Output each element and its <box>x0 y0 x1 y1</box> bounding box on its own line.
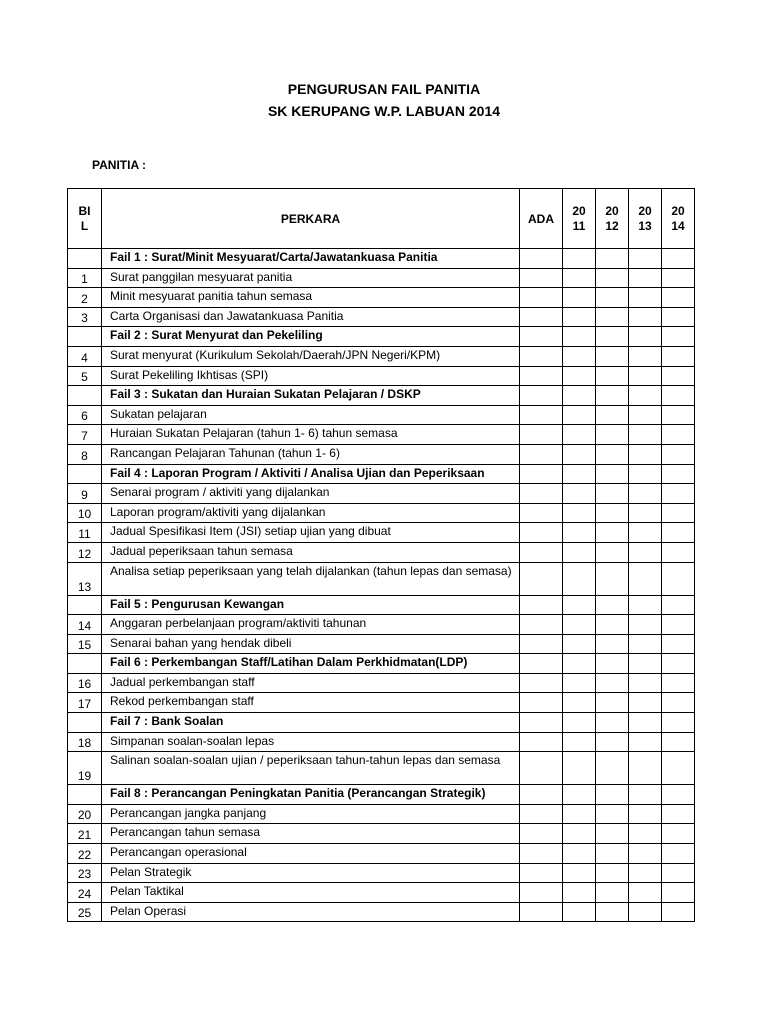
year-2014-cell[interactable] <box>662 464 695 484</box>
year-2014-cell[interactable] <box>662 484 695 504</box>
header-year-2012-line2: 12 <box>605 218 619 233</box>
year-2011-cell[interactable] <box>563 615 596 635</box>
year-2011-cell[interactable] <box>563 523 596 543</box>
year-2012-cell[interactable] <box>596 713 629 733</box>
perkara-cell: Jadual peperiksaan tahun semasa <box>102 542 520 562</box>
year-2013-cell[interactable] <box>629 863 662 883</box>
ada-checkbox-cell[interactable] <box>520 288 563 308</box>
ada-checkbox-cell[interactable] <box>520 268 563 288</box>
year-2014-cell[interactable] <box>662 346 695 366</box>
year-2012-cell[interactable] <box>596 366 629 386</box>
year-2013-cell[interactable] <box>629 327 662 347</box>
year-2012-cell[interactable] <box>596 902 629 922</box>
ada-checkbox-cell[interactable] <box>520 615 563 635</box>
perkara-cell: Anggaran perbelanjaan program/aktiviti tahunan <box>102 615 520 635</box>
year-2014-cell[interactable] <box>662 425 695 445</box>
year-2011-cell[interactable] <box>563 444 596 464</box>
table-row <box>68 883 695 903</box>
perkara-cell: Huraian Sukatan Pelajaran (tahun 1- 6) tahun semasa <box>102 425 520 445</box>
year-2014-cell[interactable] <box>662 249 695 269</box>
year-2013-cell[interactable] <box>629 405 662 425</box>
year-2014-cell[interactable] <box>662 673 695 693</box>
ada-checkbox-cell[interactable] <box>520 464 563 484</box>
year-2013-cell[interactable] <box>629 634 662 654</box>
year-2014-cell[interactable] <box>662 503 695 523</box>
year-2011-cell[interactable] <box>563 327 596 347</box>
year-2013-cell[interactable] <box>629 804 662 824</box>
year-2011-cell[interactable] <box>563 464 596 484</box>
year-2011-cell[interactable] <box>563 693 596 713</box>
perkara-cell: Sukatan pelajaran <box>102 405 520 425</box>
table-row <box>68 863 695 883</box>
bil-cell: 25 <box>68 902 102 922</box>
year-2014-cell[interactable] <box>662 693 695 713</box>
table-row <box>68 366 695 386</box>
year-2013-cell[interactable] <box>629 268 662 288</box>
year-2013-cell[interactable] <box>629 562 662 595</box>
year-2012-cell[interactable] <box>596 346 629 366</box>
year-2013-cell[interactable] <box>629 366 662 386</box>
year-2011-cell[interactable] <box>563 902 596 922</box>
year-2012-cell[interactable] <box>596 752 629 785</box>
year-2014-cell[interactable] <box>662 562 695 595</box>
ada-checkbox-cell[interactable] <box>520 327 563 347</box>
section-title: Fail 6 : Perkembangan Staff/Latihan Dalam Perkhidmatan(LDP) <box>102 654 520 674</box>
bil-cell: 2 <box>68 288 102 308</box>
table-row <box>68 503 695 523</box>
perkara-cell: Salinan soalan-soalan ujian / peperiksaan tahun-tahun lepas dan semasa <box>102 752 520 785</box>
section-bil-cell <box>68 785 102 805</box>
year-2014-cell[interactable] <box>662 386 695 406</box>
table-row <box>68 405 695 425</box>
perkara-cell: Perancangan tahun semasa <box>102 824 520 844</box>
ada-checkbox-cell[interactable] <box>520 484 563 504</box>
year-2012-cell[interactable] <box>596 288 629 308</box>
year-2014-cell[interactable] <box>662 824 695 844</box>
section-bil-cell <box>68 327 102 347</box>
year-2014-cell[interactable] <box>662 883 695 903</box>
year-2014-cell[interactable] <box>662 844 695 864</box>
year-2013-cell[interactable] <box>629 732 662 752</box>
table-row <box>68 542 695 562</box>
year-2014-cell[interactable] <box>662 615 695 635</box>
ada-checkbox-cell[interactable] <box>520 425 563 445</box>
bil-cell: 16 <box>68 673 102 693</box>
year-2014-cell[interactable] <box>662 902 695 922</box>
year-2014-cell[interactable] <box>662 752 695 785</box>
year-2011-cell[interactable] <box>563 386 596 406</box>
year-2012-cell[interactable] <box>596 542 629 562</box>
year-2011-cell[interactable] <box>563 562 596 595</box>
ada-checkbox-cell[interactable] <box>520 634 563 654</box>
year-2012-cell[interactable] <box>596 732 629 752</box>
ada-checkbox-cell[interactable] <box>520 523 563 543</box>
ada-checkbox-cell[interactable] <box>520 883 563 903</box>
header-year-2013 <box>629 189 662 249</box>
year-2014-cell[interactable] <box>662 523 695 543</box>
header-year-2012 <box>596 189 629 249</box>
year-2013-cell[interactable] <box>629 883 662 903</box>
year-2014-cell[interactable] <box>662 595 695 615</box>
year-2011-cell[interactable] <box>563 503 596 523</box>
ada-checkbox-cell[interactable] <box>520 863 563 883</box>
bil-cell: 24 <box>68 883 102 903</box>
header-year-2011 <box>563 189 596 249</box>
perkara-cell: Pelan Taktikal <box>102 883 520 903</box>
year-2012-cell[interactable] <box>596 425 629 445</box>
header-bil-line1: BI <box>78 203 91 218</box>
section-title: Fail 8 : Perancangan Peningkatan Panitia (Perancangan Strategik) <box>102 785 520 805</box>
year-2012-cell[interactable] <box>596 693 629 713</box>
year-2013-cell[interactable] <box>629 713 662 733</box>
table-row <box>68 902 695 922</box>
table-row <box>68 824 695 844</box>
perkara-cell: Minit mesyuarat panitia tahun semasa <box>102 288 520 308</box>
table-row <box>68 307 695 327</box>
perkara-cell: Rancangan Pelajaran Tahunan (tahun 1- 6) <box>102 444 520 464</box>
table-header-row <box>68 189 695 249</box>
year-2011-cell[interactable] <box>563 752 596 785</box>
year-2014-cell[interactable] <box>662 268 695 288</box>
year-2012-cell[interactable] <box>596 824 629 844</box>
year-2013-cell[interactable] <box>629 824 662 844</box>
year-2014-cell[interactable] <box>662 732 695 752</box>
year-2012-cell[interactable] <box>596 249 629 269</box>
year-2011-cell[interactable] <box>563 249 596 269</box>
year-2012-cell[interactable] <box>596 386 629 406</box>
year-2013-cell[interactable] <box>629 693 662 713</box>
year-2013-cell[interactable] <box>629 595 662 615</box>
section-bil-cell <box>68 654 102 674</box>
year-2012-cell[interactable] <box>596 484 629 504</box>
ada-checkbox-cell[interactable] <box>520 444 563 464</box>
year-2013-cell[interactable] <box>629 464 662 484</box>
year-2011-cell[interactable] <box>563 268 596 288</box>
year-2013-cell[interactable] <box>629 752 662 785</box>
year-2011-cell[interactable] <box>563 542 596 562</box>
year-2012-cell[interactable] <box>596 654 629 674</box>
year-2012-cell[interactable] <box>596 844 629 864</box>
year-2013-cell[interactable] <box>629 523 662 543</box>
year-2013-cell[interactable] <box>629 503 662 523</box>
year-2012-cell[interactable] <box>596 405 629 425</box>
table-row <box>68 634 695 654</box>
bil-cell: 4 <box>68 346 102 366</box>
ada-checkbox-cell[interactable] <box>520 542 563 562</box>
section-row <box>68 386 695 406</box>
panitia-label: PANITIA : <box>92 158 146 172</box>
year-2011-cell[interactable] <box>563 425 596 445</box>
year-2011-cell[interactable] <box>563 713 596 733</box>
header-year-2014-line2: 14 <box>671 218 685 233</box>
document-subtitle: SK KERUPANG W.P. LABUAN 2014 <box>267 103 501 119</box>
header-ada: ADA <box>520 189 563 249</box>
year-2011-cell[interactable] <box>563 484 596 504</box>
section-bil-cell <box>68 713 102 733</box>
year-2014-cell[interactable] <box>662 654 695 674</box>
header-year-2013-line2: 13 <box>638 218 652 233</box>
year-2012-cell[interactable] <box>596 673 629 693</box>
year-2014-cell[interactable] <box>662 713 695 733</box>
perkara-cell: Surat panggilan mesyuarat panitia <box>102 268 520 288</box>
year-2013-cell[interactable] <box>629 615 662 635</box>
ada-checkbox-cell[interactable] <box>520 844 563 864</box>
section-bil-cell <box>68 249 102 269</box>
bil-cell: 1 <box>68 268 102 288</box>
section-title: Fail 1 : Surat/Minit Mesyuarat/Carta/Jawatankuasa Panitia <box>102 249 520 269</box>
table-row <box>68 732 695 752</box>
bil-cell: 19 <box>68 752 102 785</box>
header-perkara: PERKARA <box>102 189 520 249</box>
header-bil-line2: L <box>80 218 89 233</box>
ada-checkbox-cell[interactable] <box>520 249 563 269</box>
bil-cell: 13 <box>68 562 102 595</box>
table-row <box>68 562 695 595</box>
ada-checkbox-cell[interactable] <box>520 732 563 752</box>
year-2014-cell[interactable] <box>662 634 695 654</box>
year-2014-cell[interactable] <box>662 785 695 805</box>
bil-cell: 17 <box>68 693 102 713</box>
year-2011-cell[interactable] <box>563 307 596 327</box>
ada-checkbox-cell[interactable] <box>520 595 563 615</box>
year-2013-cell[interactable] <box>629 386 662 406</box>
ada-checkbox-cell[interactable] <box>520 824 563 844</box>
section-title: Fail 3 : Sukatan dan Huraian Sukatan Pelajaran / DSKP <box>102 386 520 406</box>
year-2011-cell[interactable] <box>563 366 596 386</box>
ada-checkbox-cell[interactable] <box>520 386 563 406</box>
year-2012-cell[interactable] <box>596 883 629 903</box>
section-row <box>68 785 695 805</box>
year-2014-cell[interactable] <box>662 542 695 562</box>
bil-cell: 7 <box>68 425 102 445</box>
bil-cell: 8 <box>68 444 102 464</box>
year-2014-cell[interactable] <box>662 327 695 347</box>
year-2011-cell[interactable] <box>563 595 596 615</box>
year-2013-cell[interactable] <box>629 902 662 922</box>
year-2014-cell[interactable] <box>662 405 695 425</box>
perkara-cell: Jadual perkembangan staff <box>102 673 520 693</box>
ada-checkbox-cell[interactable] <box>520 405 563 425</box>
header-year-2014 <box>662 189 695 249</box>
year-2013-cell[interactable] <box>629 542 662 562</box>
table-row <box>68 615 695 635</box>
bil-cell: 11 <box>68 523 102 543</box>
bil-cell: 14 <box>68 615 102 635</box>
year-2013-cell[interactable] <box>629 444 662 464</box>
bil-cell: 6 <box>68 405 102 425</box>
header-year-2011-line2: 11 <box>572 218 586 233</box>
ada-checkbox-cell[interactable] <box>520 366 563 386</box>
table-row <box>68 673 695 693</box>
year-2011-cell[interactable] <box>563 405 596 425</box>
bil-cell: 23 <box>68 863 102 883</box>
section-title: Fail 2 : Surat Menyurat dan Pekeliling <box>102 327 520 347</box>
section-title: Fail 7 : Bank Soalan <box>102 713 520 733</box>
year-2013-cell[interactable] <box>629 249 662 269</box>
perkara-cell: Pelan Operasi <box>102 902 520 922</box>
ada-checkbox-cell[interactable] <box>520 902 563 922</box>
ada-checkbox-cell[interactable] <box>520 654 563 674</box>
year-2012-cell[interactable] <box>596 523 629 543</box>
bil-cell: 22 <box>68 844 102 864</box>
year-2012-cell[interactable] <box>596 307 629 327</box>
section-bil-cell <box>68 595 102 615</box>
year-2014-cell[interactable] <box>662 863 695 883</box>
year-2014-cell[interactable] <box>662 307 695 327</box>
section-title: Fail 4 : Laporan Program / Aktiviti / Analisa Ujian dan Peperiksaan <box>102 464 520 484</box>
table-row <box>68 425 695 445</box>
bil-cell: 3 <box>68 307 102 327</box>
year-2013-cell[interactable] <box>629 844 662 864</box>
file-checklist-table <box>67 188 695 922</box>
bil-cell: 15 <box>68 634 102 654</box>
year-2012-cell[interactable] <box>596 562 629 595</box>
header-year-2013-line1: 20 <box>638 203 652 218</box>
year-2013-cell[interactable] <box>629 425 662 445</box>
ada-checkbox-cell[interactable] <box>520 346 563 366</box>
year-2011-cell[interactable] <box>563 804 596 824</box>
year-2013-cell[interactable] <box>629 346 662 366</box>
year-2012-cell[interactable] <box>596 503 629 523</box>
year-2013-cell[interactable] <box>629 654 662 674</box>
section-bil-cell <box>68 386 102 406</box>
year-2013-cell[interactable] <box>629 785 662 805</box>
year-2011-cell[interactable] <box>563 863 596 883</box>
year-2012-cell[interactable] <box>596 615 629 635</box>
header-year-2011-line1: 20 <box>572 203 586 218</box>
year-2011-cell[interactable] <box>563 346 596 366</box>
perkara-cell: Senarai bahan yang hendak dibeli <box>102 634 520 654</box>
table-row <box>68 693 695 713</box>
year-2011-cell[interactable] <box>563 732 596 752</box>
perkara-cell: Simpanan soalan-soalan lepas <box>102 732 520 752</box>
ada-checkbox-cell[interactable] <box>520 785 563 805</box>
perkara-cell: Surat menyurat (Kurikulum Sekolah/Daerah/JPN Negeri/KPM) <box>102 346 520 366</box>
perkara-cell: Analisa setiap peperiksaan yang telah dijalankan (tahun lepas dan semasa) <box>102 562 520 595</box>
year-2011-cell[interactable] <box>563 785 596 805</box>
bil-cell: 9 <box>68 484 102 504</box>
table-row <box>68 268 695 288</box>
table-row <box>68 346 695 366</box>
document-title: PENGURUSAN FAIL PANITIA <box>287 81 481 97</box>
year-2014-cell[interactable] <box>662 804 695 824</box>
header-year-2014-line1: 20 <box>671 203 685 218</box>
table-row <box>68 804 695 824</box>
bil-cell: 18 <box>68 732 102 752</box>
section-bil-cell <box>68 464 102 484</box>
perkara-cell: Jadual Spesifikasi Item (JSI) setiap ujian yang dibuat <box>102 523 520 543</box>
ada-checkbox-cell[interactable] <box>520 804 563 824</box>
table-body <box>68 249 695 922</box>
year-2013-cell[interactable] <box>629 484 662 504</box>
year-2011-cell[interactable] <box>563 883 596 903</box>
perkara-cell: Pelan Strategik <box>102 863 520 883</box>
perkara-cell: Surat Pekeliling Ikhtisas (SPI) <box>102 366 520 386</box>
header-year-2012-line1: 20 <box>605 203 619 218</box>
perkara-cell: Perancangan jangka panjang <box>102 804 520 824</box>
header-bil <box>68 189 102 249</box>
perkara-cell: Senarai program / aktiviti yang dijalankan <box>102 484 520 504</box>
year-2014-cell[interactable] <box>662 288 695 308</box>
year-2013-cell[interactable] <box>629 288 662 308</box>
table-row <box>68 752 695 785</box>
year-2014-cell[interactable] <box>662 366 695 386</box>
perkara-cell: Perancangan operasional <box>102 844 520 864</box>
bil-cell: 12 <box>68 542 102 562</box>
ada-checkbox-cell[interactable] <box>520 693 563 713</box>
year-2012-cell[interactable] <box>596 804 629 824</box>
table-row <box>68 523 695 543</box>
year-2013-cell[interactable] <box>629 673 662 693</box>
section-row <box>68 713 695 733</box>
section-row <box>68 327 695 347</box>
ada-checkbox-cell[interactable] <box>520 673 563 693</box>
ada-checkbox-cell[interactable] <box>520 307 563 327</box>
year-2011-cell[interactable] <box>563 844 596 864</box>
bil-cell: 10 <box>68 503 102 523</box>
section-row <box>68 464 695 484</box>
year-2011-cell[interactable] <box>563 673 596 693</box>
year-2012-cell[interactable] <box>596 444 629 464</box>
year-2011-cell[interactable] <box>563 824 596 844</box>
ada-checkbox-cell[interactable] <box>520 752 563 785</box>
year-2012-cell[interactable] <box>596 595 629 615</box>
section-row <box>68 654 695 674</box>
year-2012-cell[interactable] <box>596 268 629 288</box>
bil-cell: 20 <box>68 804 102 824</box>
section-row <box>68 595 695 615</box>
table-row <box>68 288 695 308</box>
year-2012-cell[interactable] <box>596 464 629 484</box>
year-2011-cell[interactable] <box>563 288 596 308</box>
table-row <box>68 844 695 864</box>
perkara-cell: Laporan program/aktiviti yang dijalankan <box>102 503 520 523</box>
section-title: Fail 5 : Pengurusan Kewangan <box>102 595 520 615</box>
ada-checkbox-cell[interactable] <box>520 562 563 595</box>
year-2011-cell[interactable] <box>563 634 596 654</box>
table-row <box>68 484 695 504</box>
bil-cell: 21 <box>68 824 102 844</box>
year-2012-cell[interactable] <box>596 634 629 654</box>
table-row <box>68 444 695 464</box>
perkara-cell: Rekod perkembangan staff <box>102 693 520 713</box>
year-2012-cell[interactable] <box>596 327 629 347</box>
year-2014-cell[interactable] <box>662 444 695 464</box>
ada-checkbox-cell[interactable] <box>520 713 563 733</box>
bil-cell: 5 <box>68 366 102 386</box>
year-2012-cell[interactable] <box>596 863 629 883</box>
year-2013-cell[interactable] <box>629 307 662 327</box>
year-2012-cell[interactable] <box>596 785 629 805</box>
section-row <box>68 249 695 269</box>
year-2011-cell[interactable] <box>563 654 596 674</box>
ada-checkbox-cell[interactable] <box>520 503 563 523</box>
perkara-cell: Carta Organisasi dan Jawatankuasa Panitia <box>102 307 520 327</box>
